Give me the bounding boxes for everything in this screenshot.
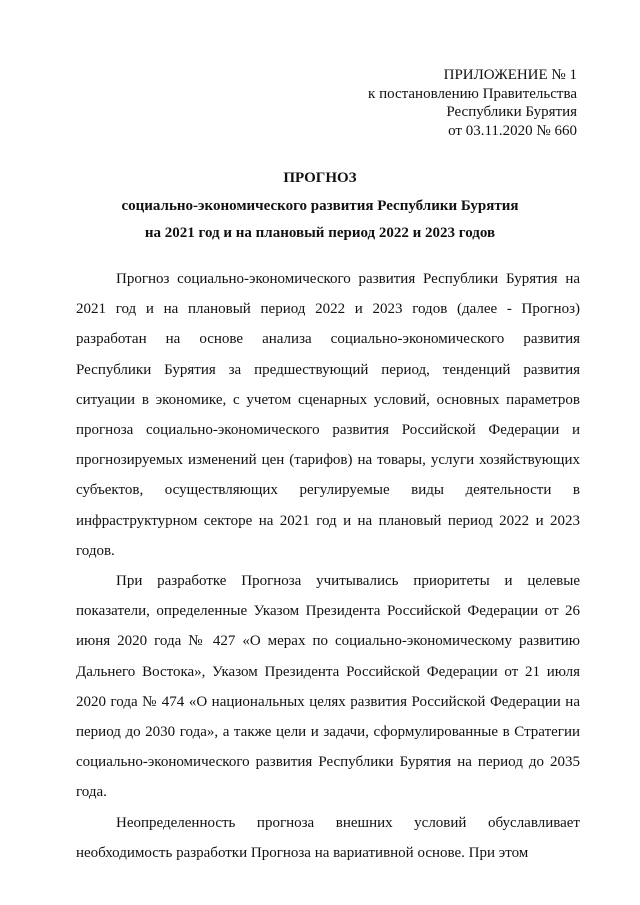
appendix-resolution-ref: к постановлению Правительства [368,85,577,102]
title-heading: ПРОГНОЗ [283,170,357,186]
paragraph-3: Неопределенность прогноза внешних условий обуславливает необходимость разработки Прогноза на вариативной основе. При этом [76,814,580,861]
appendix-date-number: от 03.11.2020 № 660 [448,122,577,139]
appendix-republic: Республики Бурятия [446,104,577,120]
document-body [76,264,580,868]
appendix-number: ПРИЛОЖЕНИЕ № 1 [443,67,577,83]
title-subject: социально-экономического развития Республики Бурятия [121,198,519,214]
document-title [60,168,580,243]
paragraph-2: При разработке Прогноза учитывались приоритеты и целевые показатели, определенные Указом Президента Российской Федерации от 26 июня 2020 года № 427 «О мерах по социально-экономическому развитию Дальнего Востока», Указом Президента Российской Федерации от 21 июля 2020 года № 474 «О национальных целях развития Российской Федерации на период до 2030 года», а также цели и задачи, сформулированные в Стратегии социально-экономического развития Республики Бурятия на период до 2035 года. [76,573,580,801]
paragraph-1: Прогноз социально-экономического развития Республики Бурятия на 2021 год и на плановый период 2022 и 2023 годов (далее - Прогноз) разработан на основе анализа социально-экономического развития Республики Бурятия за предшествующий период, тенденций развития ситуации в экономике, с учетом сценарных условий, основных параметров прогноза социально-экономического развития Российской Федерации и прогнозируемых изменений цен (тарифов) на товары, услуги хозяйствующих субъектов, осуществляющих регулируемые виды деятельности в инфраструктурном секторе на 2021 год и на плановый период 2022 и 2023 годов. [76,271,580,559]
title-period: на 2021 год и на плановый период 2022 и 2023 годов [144,225,496,241]
appendix-header [368,66,577,140]
